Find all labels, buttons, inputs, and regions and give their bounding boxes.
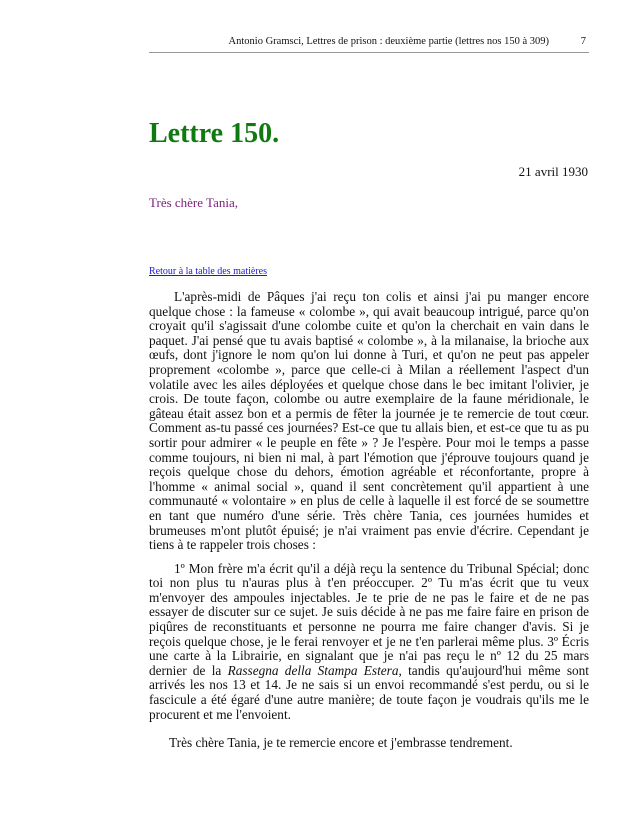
paragraph-1: L'après-midi de Pâques j'ai reçu ton colis et ainsi j'ai pu manger encore quelque chose : la fameuse « colombe », qui avait beaucoup intrigué, parce qu'on croyait qu'il s'agissait d'une colombe cuite et qu'on la cherchait en vain dans le paquet. J'ai pensé que tu avais baptisé « colombe », à la milanaise, la brioche aux œufs, dont j'ignore le nom qu'on lui donne à Turi, et qu'on ne peut pas appeler proprement «colombe », parce que celle-ci à Milan a réellement l'aspect d'un volatile avec les ailes déployées et quelque chose dans le bec imitant l'olivier, je crois. De toute façon, colombe ou autre exemplaire de la faune méridionale, le gâteau était assez bon et a permis de fêter la journée je te remercie de tout cœur. Comment as-tu passé ces journées? Est-ce que tu allais bien, et est-ce que tu as pu sortir pour admirer « le peuple en fête » ? Je l'espère. Pour moi le temps a passe comme toujours, ni bien ni mal, à part l'émotion que j'éprouve toujours quand je reçois quelque chose du dehors, émotion agréable et réconfortante, propre à l'homme « animal social », quand il sent concrètement qu'il appartient à une communauté « volontaire » en plus de celle à laquelle il est forcé de se soumettre en tant que numéro d'une série. Très chère Tania, ces journées humides et brumeuses m'ont plutôt épuisé; je n'ai vraiment pas envie d'écrire. Cependant je tiens à te rappeler trois choses : [149, 289, 589, 553]
letter-body [149, 290, 589, 760]
running-header [149, 34, 589, 53]
page-number: 7 [580, 36, 586, 47]
letter-date: 21 avril 1930 [518, 164, 588, 179]
salutation: Très chère Tania, [149, 195, 238, 210]
paragraph-2 [149, 562, 589, 723]
header-title: Antonio Gramsci, Lettres de prison : deuxième partie (lettres nos 150 à 309) [228, 36, 549, 47]
closing-line: Très chère Tania, je te remercie encore et j'embrasse tendrement. [169, 735, 513, 751]
paragraph-2-text-a: 1º Mon frère m'a écrit qu'il a déjà reçu la sentence du Tribunal Spécial; donc toi non plus tu n'auras plus à t'en préoccuper. 2º Tu m'as écrit que tu veux m'envoyer des ampoules injectables. Je te prie de ne pas le faire et de ne pas essayer de discuter sur ce sujet. Je suis décide à ne pas me faire faire en prison de piqûres de reconstituants et personne ne pourra me faire changer d'avis. Si je reçois quelque chose, je le ferai renvoyer et je ne t'en parlerai même plus. 3º Écris une carte à la Librairie, en signalant que je n'ai pas reçu le nº 12 du 25 mars dernier de la [149, 560, 589, 678]
publication-title: Rassegna della Stampa Estera [227, 662, 399, 678]
back-to-toc-link[interactable]: Retour à la table des matières [149, 266, 268, 277]
letter-heading: Lettre 150. [149, 118, 280, 149]
paragraph-2-text-b: , tandis qu'aujourd'hui même sont arrivés les nos 13 et 14. Je ne sais si un envoi recommandé s'est perdu, ou si le fascicule a été égaré d'une autre manière; de toute façon je voudrais qu'ils me le procurent et me l'envoient. [149, 662, 589, 722]
